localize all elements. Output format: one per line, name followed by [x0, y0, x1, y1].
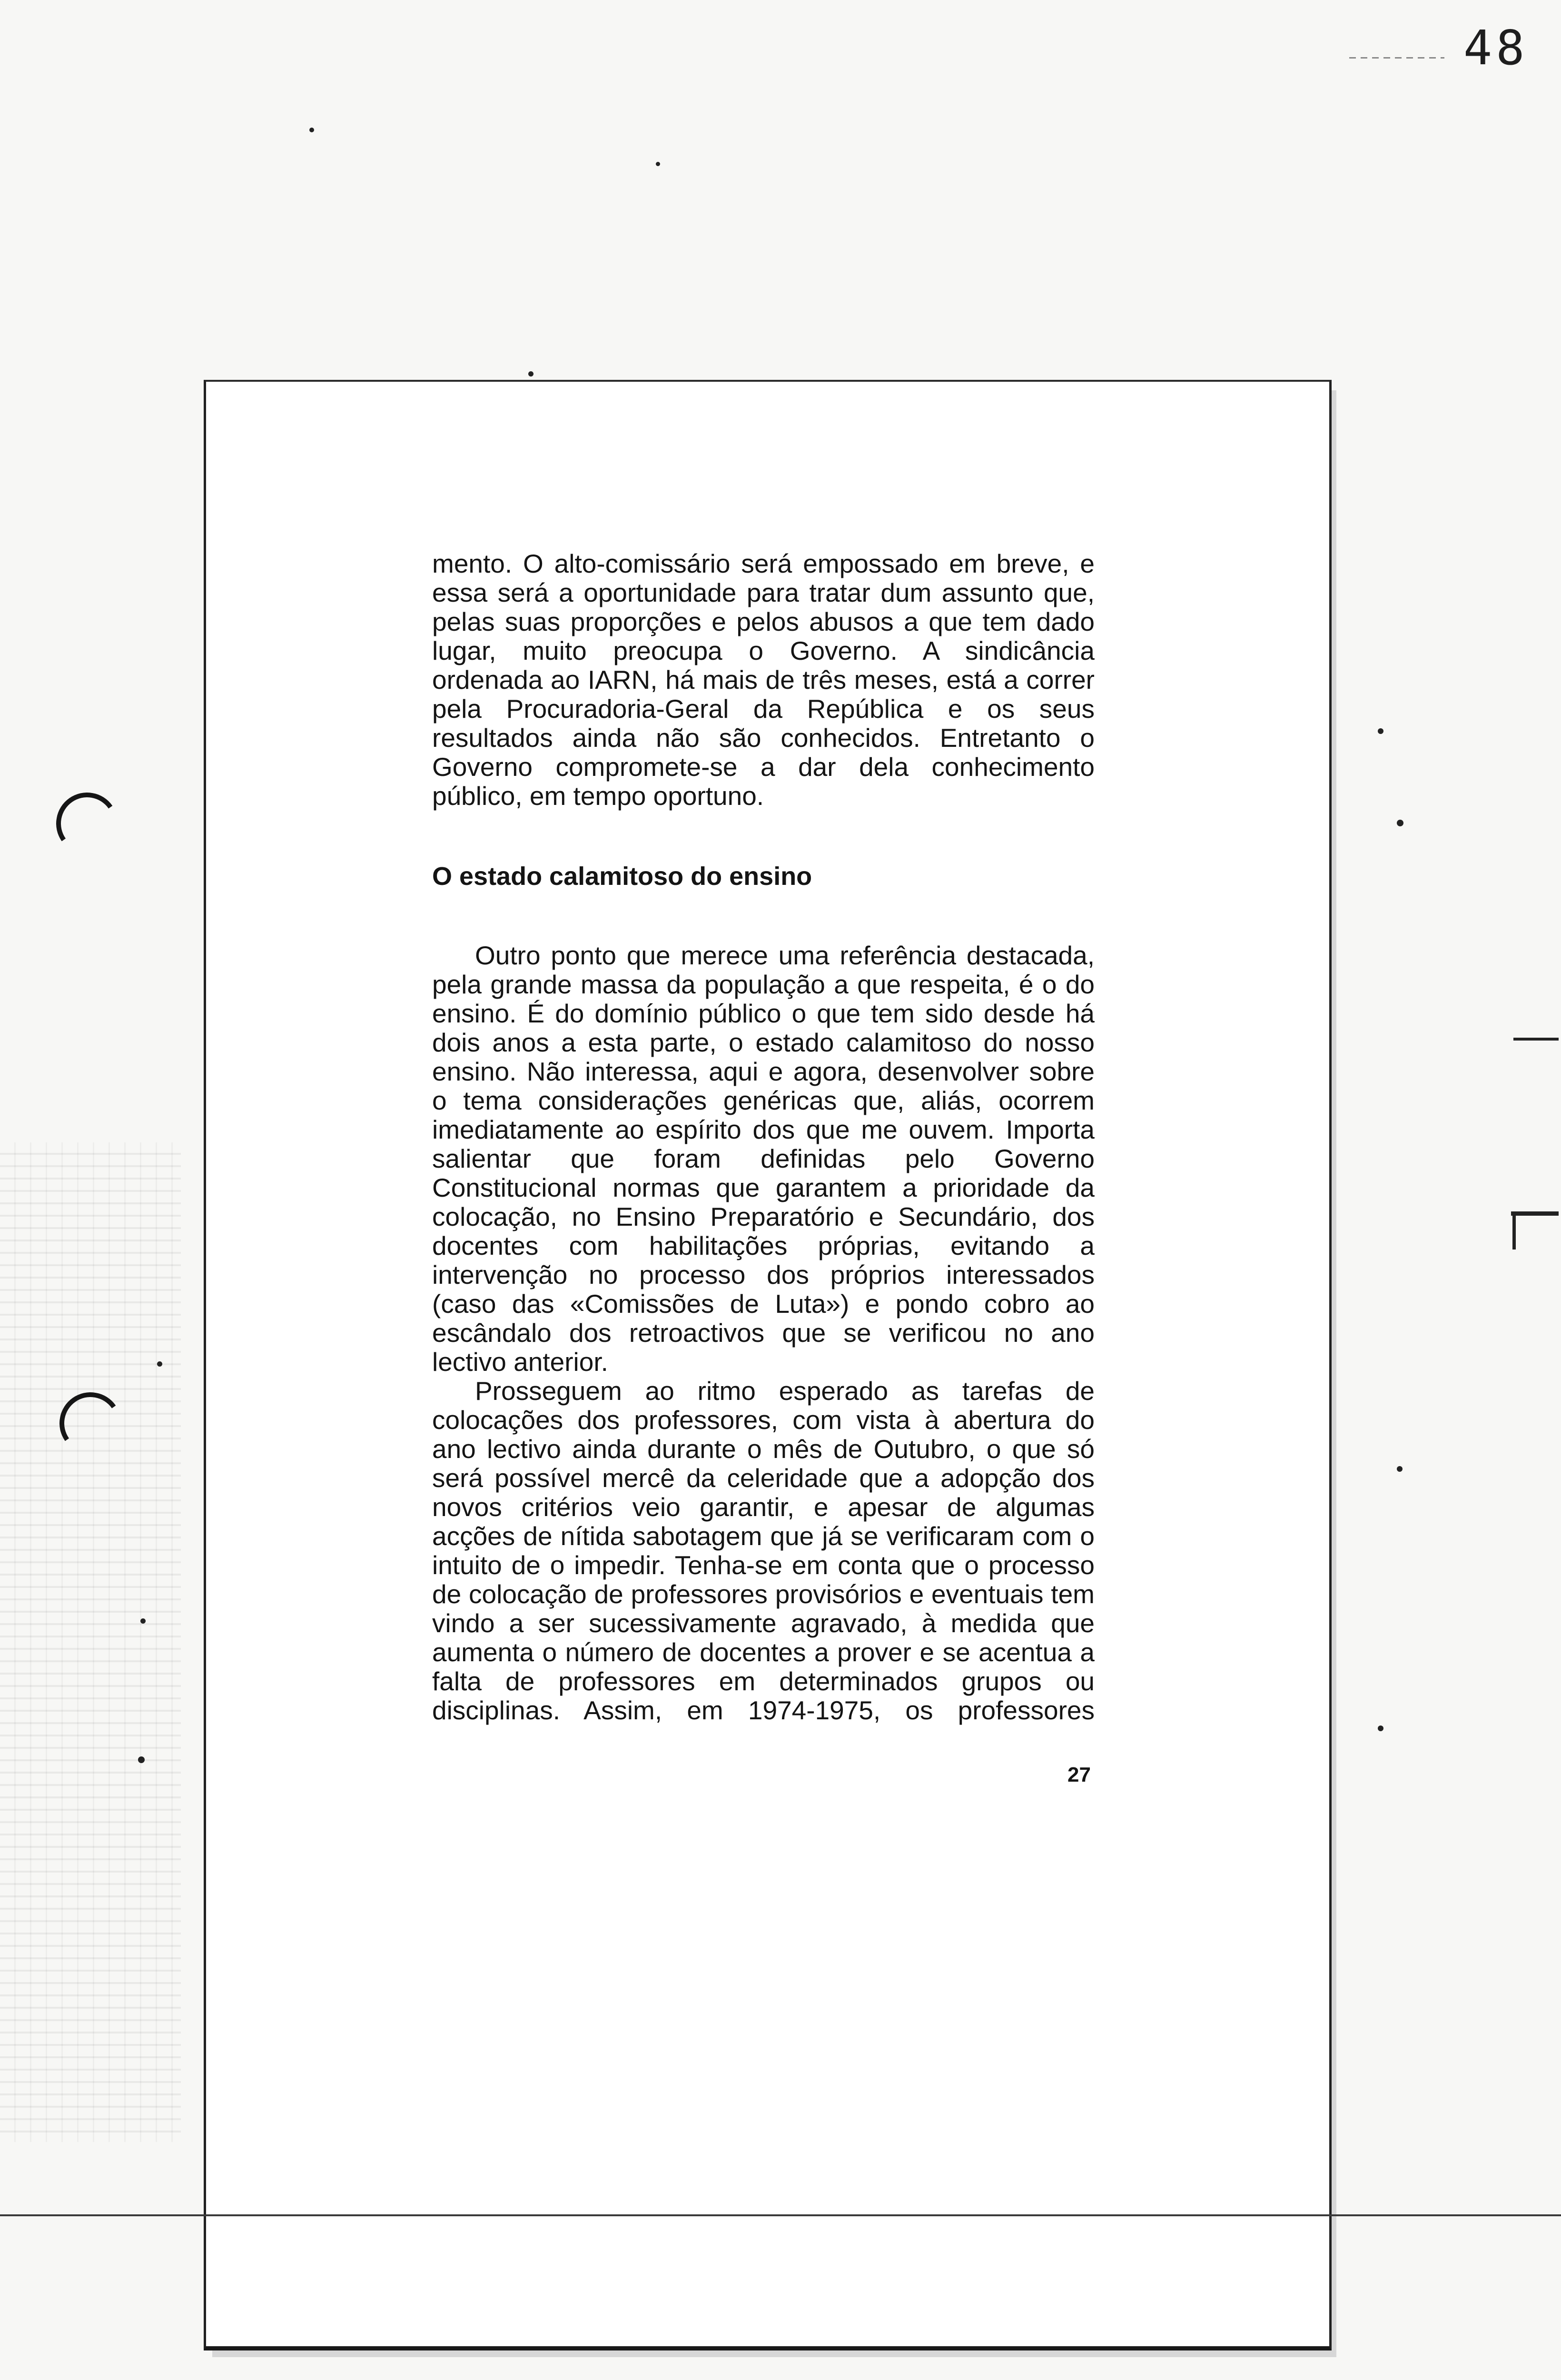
body-text: [432, 549, 1095, 1725]
paragraph: Prosseguem ao ritmo esperado as tarefas de colocações dos professores, com vista à abertura do ano lectivo ainda durante o mês de Outubro, o que só será possível mercê da celeridade que a adopção dos novos critérios veio garantir, e apesar de algumas acções de nítida sabotagem que já se verificaram com o intuito de o impedir. Tenha-se em conta que o processo de colocação de professores provisórios e eventuais tem vindo a ser sucessivamente agravado, à medida que aumenta o número de docentes a prover e se acentua a falta de professores em determinados grupos ou disciplinas. Assim, em 1974-1975, os professores: [432, 1376, 1095, 1725]
speck: [309, 128, 314, 132]
paragraph: mento. O alto-comissário será empossado em breve, e essa será a oportunidade para tratar dum assunto que, pelas suas proporções e pelos abusos a que tem dado lugar, muito preocupa o Governo. A sindicância ordenada ao IARN, há mais de três meses, está a correr pela Procuradoria-Geral da República e os seus resultados ainda não são conhecidos. Entretanto o Governo compromete-se a dar dela conhecimento público, em tempo oportuno.: [432, 549, 1095, 811]
speck: [1397, 1466, 1403, 1472]
archive-page-number: 48: [1463, 20, 1529, 76]
paragraph: Outro ponto que merece uma referência destacada, pela grande massa da população a que respeita, é o do ensino. É do domínio público o que tem sido desde há dois anos a esta parte, o estado calamitoso do nosso ensino. Não interessa, aqui e agora, desenvolver sobre o tema considerações genéricas que, aliás, ocorrem imediatamente ao espírito dos que me ouvem. Importa salientar que foram definidas pelo Governo Constitucional normas que garantem a prioridade da colocação, no Ensino Preparatório e Secundário, dos docentes com habilitações próprias, evitando a intervenção no processo dos próprios interessados (caso das «Comissões de Luta») e pondo cobro ao escândalo dos retroactivos que se verificou no ano lectivo anterior.: [432, 941, 1095, 1377]
speck: [1378, 1726, 1383, 1731]
speck: [138, 1756, 145, 1763]
scan-noise: [0, 1142, 181, 2142]
punch-hole-top: [51, 788, 123, 860]
archive-dash-mark: [1349, 57, 1444, 59]
speck: [1378, 728, 1383, 734]
edge-mark: [1512, 1214, 1516, 1250]
edge-mark: [1511, 1211, 1559, 1216]
bottom-rule: [0, 2214, 1561, 2216]
speck: [140, 1618, 146, 1624]
page-number: 27: [1067, 1763, 1091, 1786]
speck: [157, 1361, 162, 1367]
speck: [528, 371, 534, 377]
edge-mark: [1513, 1038, 1559, 1041]
section-heading: O estado calamitoso do ensino: [432, 862, 812, 891]
speck: [656, 162, 660, 166]
scanned-page: [204, 380, 1332, 2350]
speck: [1397, 820, 1403, 826]
